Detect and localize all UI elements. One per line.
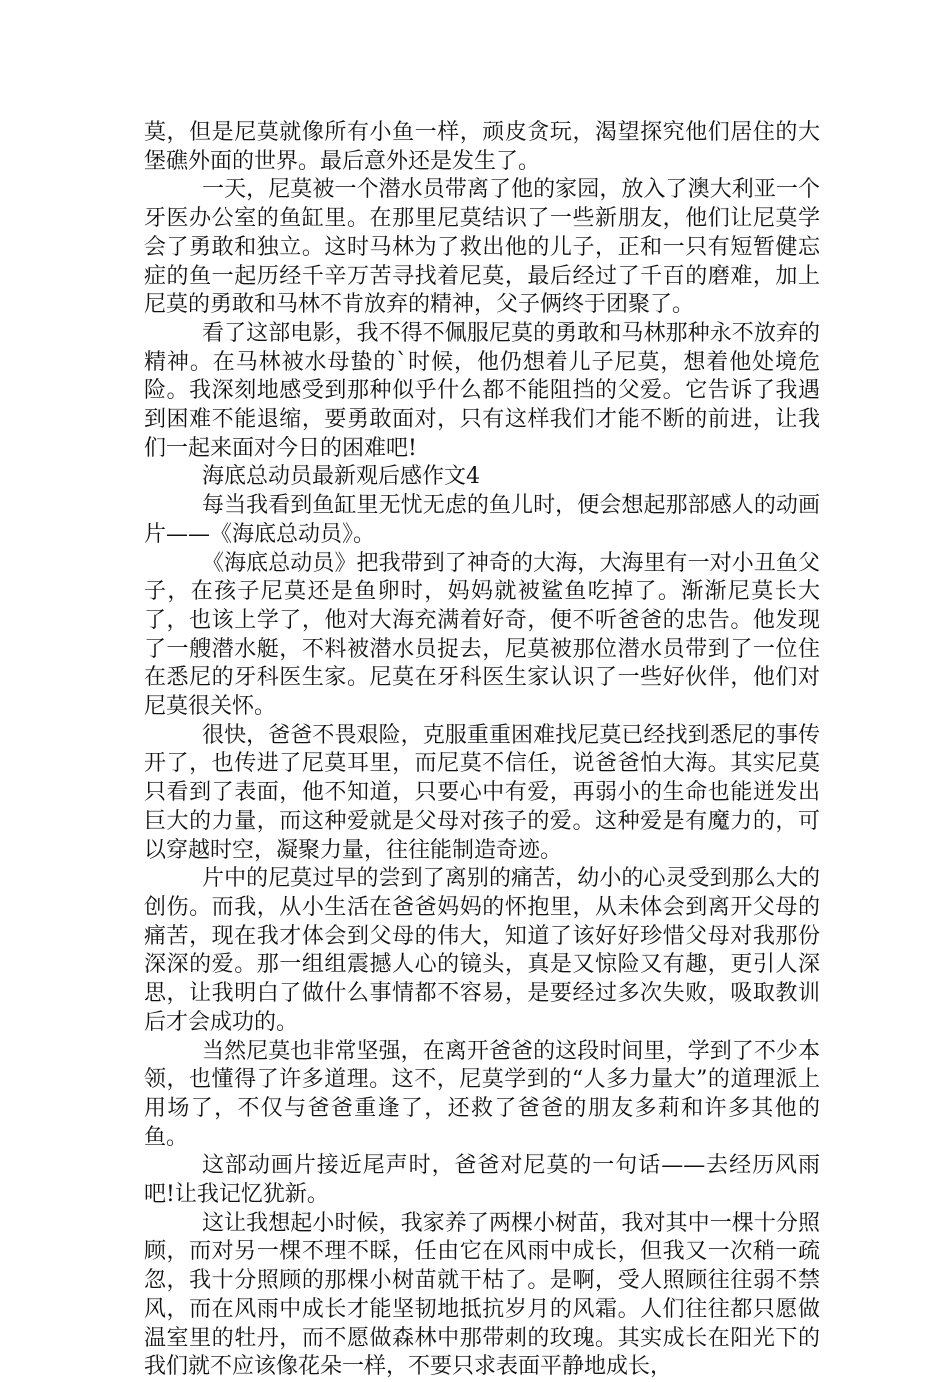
paragraph-6: 很快，爸爸不畏艰险，克服重重困难找尼莫已经找到悉尼的事传开了，也传进了尼莫耳里，而尼莫不信任，说爸爸怕大海。其实尼莫只看到了表面，他不知道，只要心中有爱，再弱小的生命也能迸发出巨大的力量，而这种爱就是父母对孩子的爱。这种爱是有魔力的，可以穿越时空，凝聚力量，往往能制造奇迹。 xyxy=(144,722,820,863)
section-heading: 海底总动员最新观后感作文4 xyxy=(202,464,480,490)
paragraph-3: 看了这部电影，我不得不佩服尼莫的勇敢和马林那种永不放弃的精神。在马林被水母蛰的`时候，他仍想着儿子尼莫，想着他处境危险。我深刻地感受到那种似乎什么都不能阻挡的父爱。它告诉了我遇到困难不能退缩，要勇敢面对，只有这样我们才能不断的前进，让我们一起来面对今日的困难吧! xyxy=(144,320,820,461)
paragraph-5: 《海底总动员》把我带到了神奇的大海，大海里有一对小丑鱼父子，在孩子尼莫还是鱼卵时，妈妈就被鲨鱼吃掉了。渐渐尼莫长大了，也该上学了，他对大海充满着好奇，便不听爸爸的忠告。他发现了一艘潜水艇，不料被潜水员捉去，尼莫被那位潜水员带到了一位住在悉尼的牙科医生家。尼莫在牙科医生家认识了一些好伙伴，他们对尼莫很关怀。 xyxy=(144,550,820,720)
document-body xyxy=(144,119,820,1382)
paragraph-10: 这让我想起小时候，我家养了两棵小树苗，我对其中一棵十分照顾，而对另一棵不理不睬，任由它在风雨中成长，但我又一次稍一疏忽，我十分照顾的那棵小树苗就干枯了。是啊，受人照顾往往弱不禁风，而在风雨中成长才能坚韧地抵抗岁月的风霜。人们往往都只愿做温室里的牡丹，而不愿做森林中那带刺的玫瑰。其实成长在阳光下的我们就不应该像花朵一样，不要只求表面平静地成长， xyxy=(144,1210,820,1380)
paragraph-4: 每当我看到鱼缸里无忧无虑的鱼儿时，便会想起那部感人的动画片——《海底总动员》。 xyxy=(144,493,820,547)
paragraph-1: 莫，但是尼莫就像所有小鱼一样，顽皮贪玩，渴望探究他们居住的大堡礁外面的世界。最后意外还是发生了。 xyxy=(144,120,820,174)
paragraph-7: 片中的尼莫过早的尝到了离别的痛苦，幼小的心灵受到那么大的创伤。而我，从小生活在爸爸妈妈的怀抱里，从未体会到离开父母的痛苦，现在我才体会到父母的伟大，知道了该好好珍惜父母对我那份深深的爱。那一组组震撼人心的镜头，真是又惊险又有趣，更引人深思，让我明白了做什么事情都不容易，是要经过多次失败，吸取教训后才会成功的。 xyxy=(144,866,820,1035)
paragraph-2: 一天，尼莫被一个潜水员带离了他的家园，放入了澳大利亚一个牙医办公室的鱼缸里。在那里尼莫结识了一些新朋友，他们让尼莫学会了勇敢和独立。这时马林为了救出他的儿子，正和一只有短暂健忘症的鱼一起历经千辛万苦寻找着尼莫，最后经过了千百的磨难，加上尼莫的勇敢和马林不肯放弃的精神，父子俩终于团聚了。 xyxy=(144,177,820,318)
paragraph-9: 这部动画片接近尾声时，爸爸对尼莫的一句话——去经历风雨吧!让我记忆犹新。 xyxy=(144,1153,820,1208)
paragraph-8: 当然尼莫也非常坚强，在离开爸爸的这段时间里，学到了不少本领，也懂得了许多道理。这不，尼莫学到的“人多力量大”的道理派上用场了，不仅与爸爸重逢了，还救了爸爸的朋友多莉和许多其他的鱼。 xyxy=(144,1038,820,1150)
